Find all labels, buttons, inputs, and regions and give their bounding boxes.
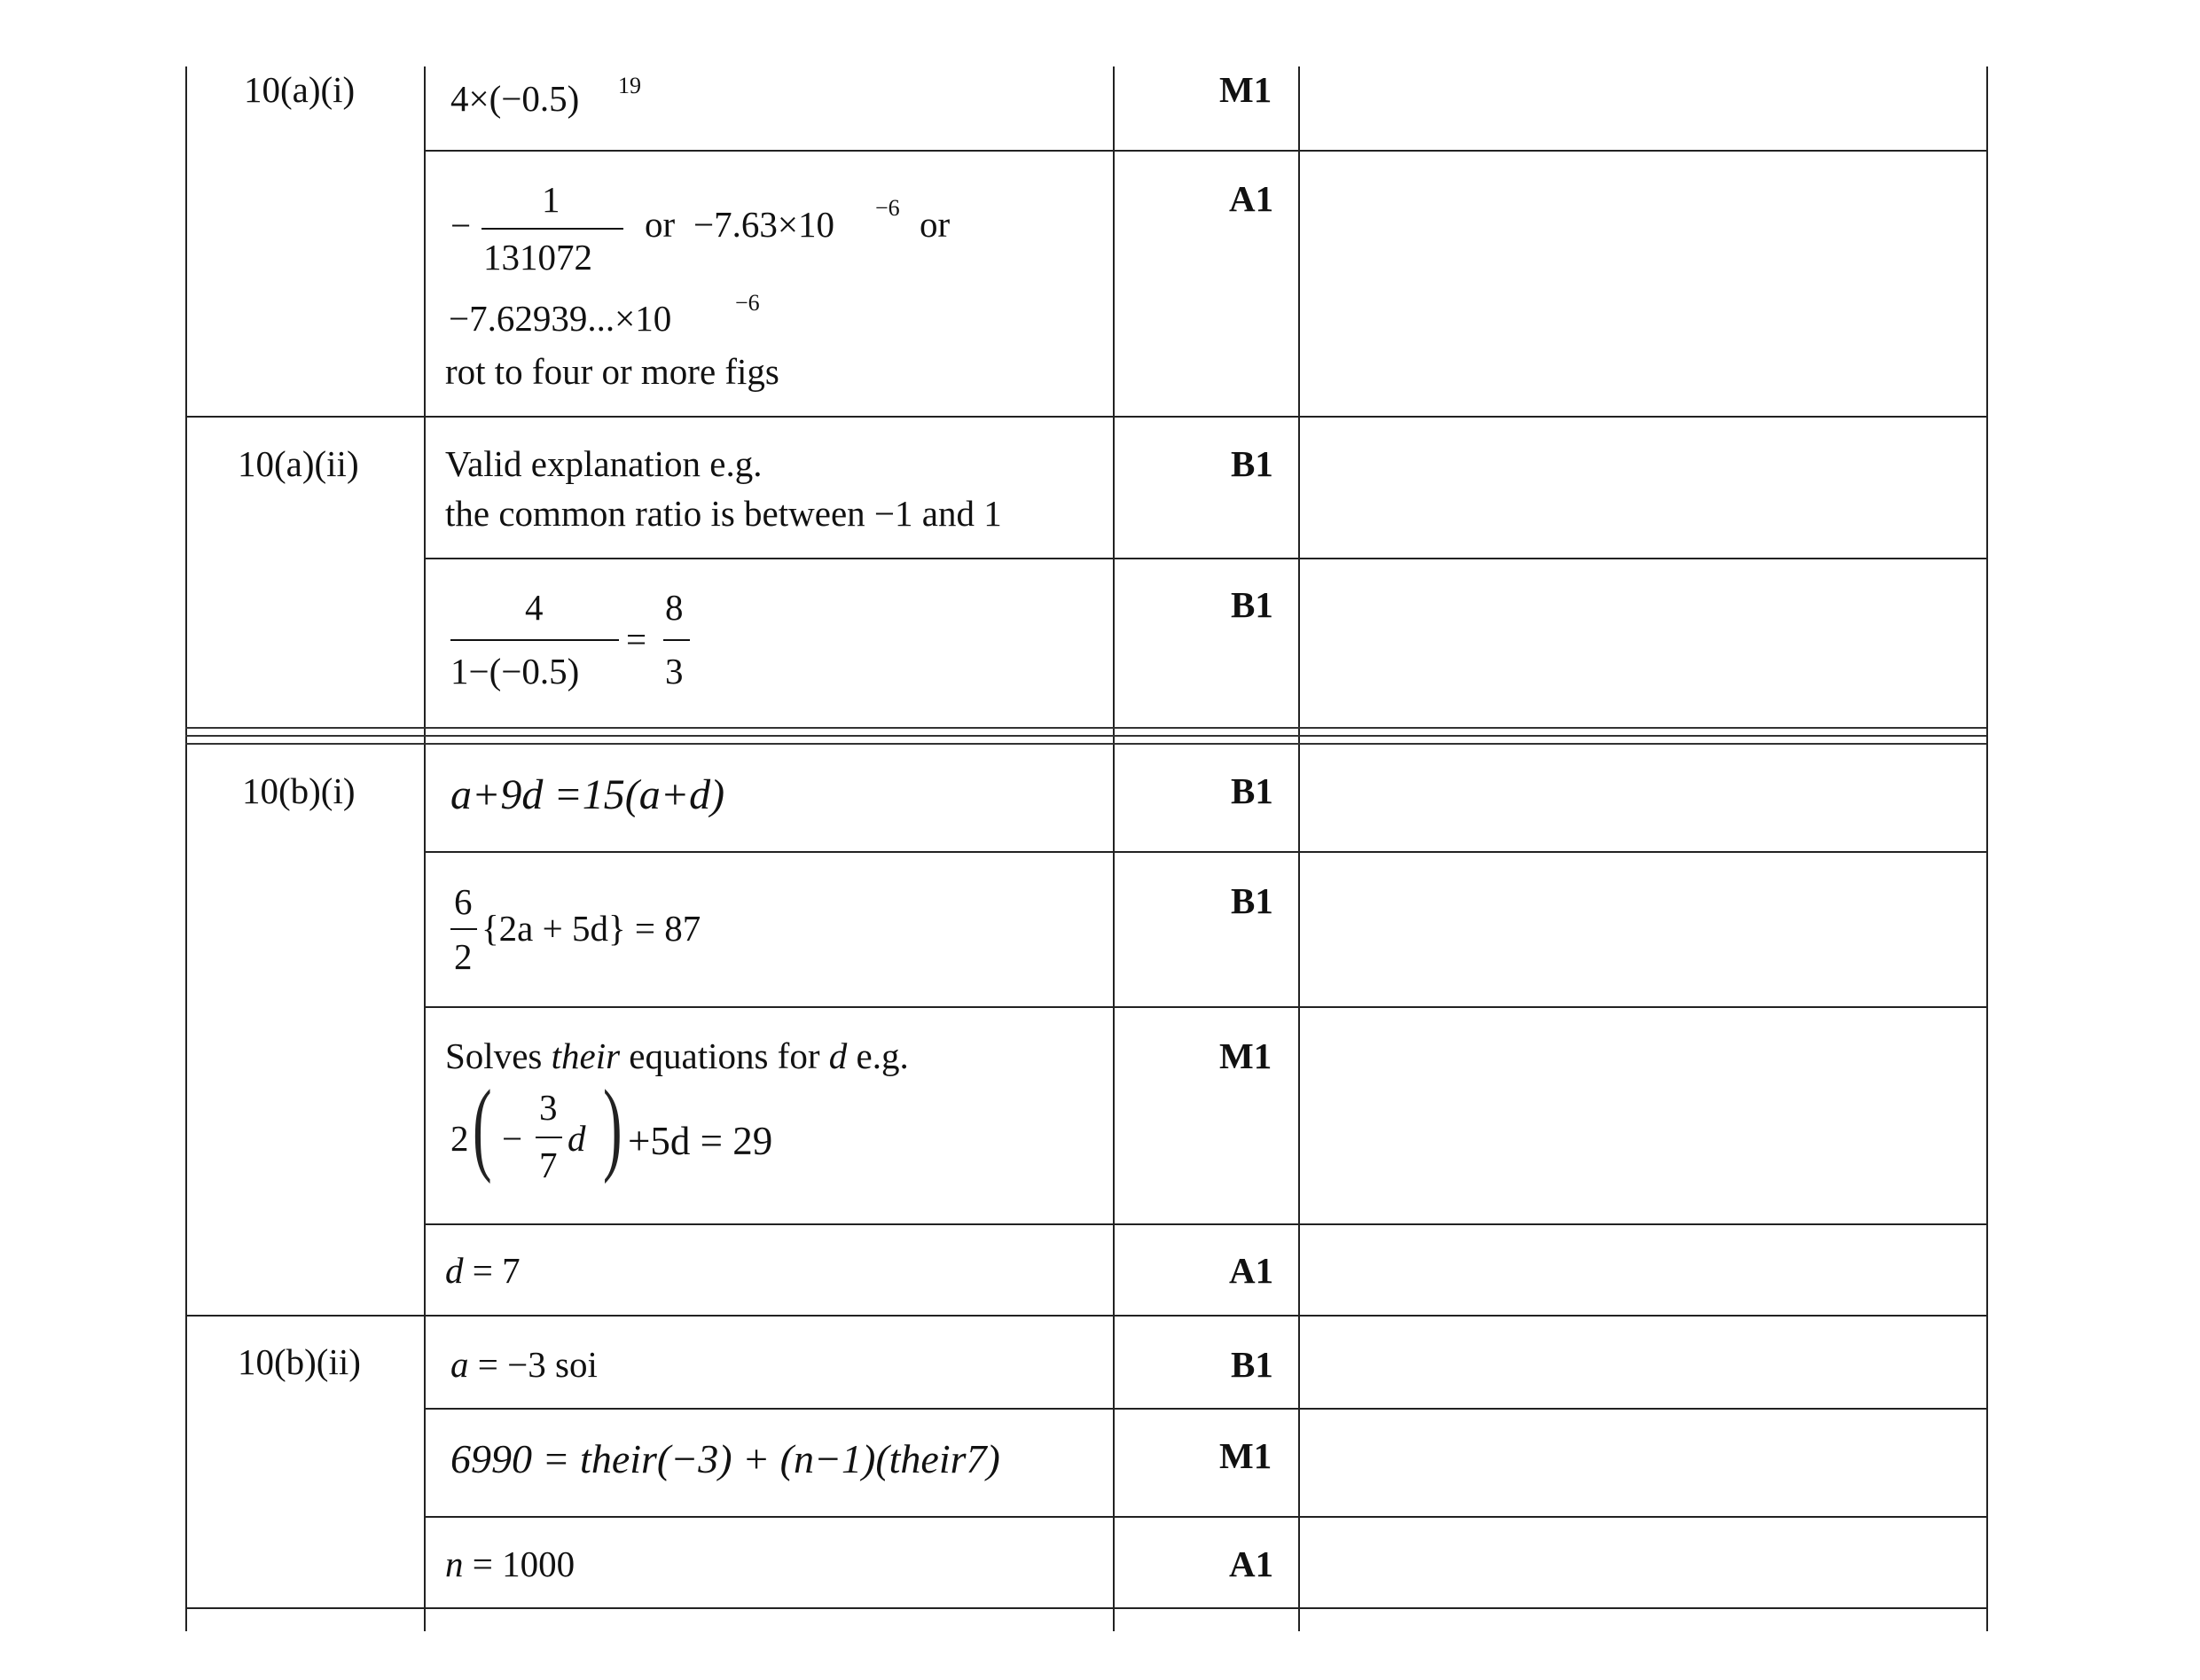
coefficient: 2 [450,1118,469,1159]
answer-expression: {2a + 5d} = 87 [481,908,701,949]
question-number: 10(a)(ii) [238,443,359,484]
question-number: 10(b)(i) [242,770,356,811]
fraction-bar [450,639,619,641]
answer-text: Solves their equations for d e.g. [445,1035,909,1076]
left-parenthesis: ( [473,1068,492,1184]
fraction-denominator: 2 [454,936,473,977]
fraction-numerator: 3 [539,1087,558,1128]
mark-value: A1 [1229,1250,1274,1291]
section-divider-bottom [185,743,1986,745]
answer-expression: 4×(−0.5) [450,78,580,119]
fraction-numerator: 8 [665,587,684,628]
column-border-answer [424,66,426,1631]
answer-expression: a = −3 soi [450,1344,598,1385]
column-border-guidance [1298,66,1300,1631]
fraction-numerator: 1 [542,179,560,220]
row-divider [424,1006,1986,1008]
answer-expression: 6990 = their(−3) + (n−1)(their7) [450,1436,1000,1481]
question-number: 10(b)(ii) [238,1341,361,1382]
row-divider [424,1408,1986,1410]
answer-expression: a+9d =15(a+d) [450,771,725,818]
row-divider [424,150,1986,152]
answer-expression: n = 1000 [445,1543,575,1584]
mark-value: M1 [1219,69,1272,110]
answer-text: the common ratio is between −1 and 1 [445,493,1002,534]
question-number: 10(a)(i) [244,69,356,110]
column-border-marks [1113,66,1115,1631]
fraction-denominator: 3 [665,651,684,692]
fraction-bar [536,1137,562,1138]
mark-value: B1 [1231,880,1273,921]
decimal-value: −7.63×10 [693,204,834,245]
row-divider [185,1607,1986,1609]
equals-sign: = [626,619,647,660]
answer-text: Valid explanation e.g. [445,443,763,484]
column-border-right [1986,66,1988,1631]
exponent: 19 [618,73,641,98]
guidance-note: rot to four or more figs [445,351,779,392]
minus-sign: − [502,1118,523,1159]
row-divider [424,1223,1986,1225]
section-divider-mid [185,735,1986,737]
fraction-bar [450,928,477,930]
mark-value: B1 [1231,770,1273,811]
fraction-numerator: 4 [525,587,544,628]
exponent: −6 [735,290,760,316]
fraction-variable: d [568,1118,586,1159]
fraction-denominator: 131072 [483,237,592,277]
right-parenthesis: ) [603,1068,622,1184]
row-divider [185,1315,1986,1317]
fraction-bar [481,228,623,230]
mark-value: A1 [1229,178,1274,219]
or-text: or [920,204,951,245]
row-divider [424,851,1986,853]
row-divider [185,416,1986,418]
row-divider [424,558,1986,559]
exponent: −6 [875,195,900,221]
mark-value: M1 [1219,1435,1272,1476]
row-divider [424,1516,1986,1518]
fraction-denominator: 1−(−0.5) [450,651,580,692]
or-text: or [645,204,676,245]
mark-value: M1 [1219,1035,1272,1076]
column-border-left [185,66,187,1631]
minus-sign: − [450,205,472,246]
fraction-bar [663,639,690,641]
fraction-denominator: 7 [539,1145,558,1185]
fraction-numerator: 6 [454,881,473,922]
answer-expression: d = 7 [445,1250,521,1291]
mark-value: B1 [1231,443,1273,484]
mark-value: A1 [1229,1543,1274,1584]
answer-expression: +5d = 29 [628,1119,773,1163]
mark-value: B1 [1231,584,1273,625]
section-divider-top [185,727,1986,729]
decimal-value: −7.62939...×10 [449,298,672,339]
mark-value: B1 [1231,1344,1273,1385]
